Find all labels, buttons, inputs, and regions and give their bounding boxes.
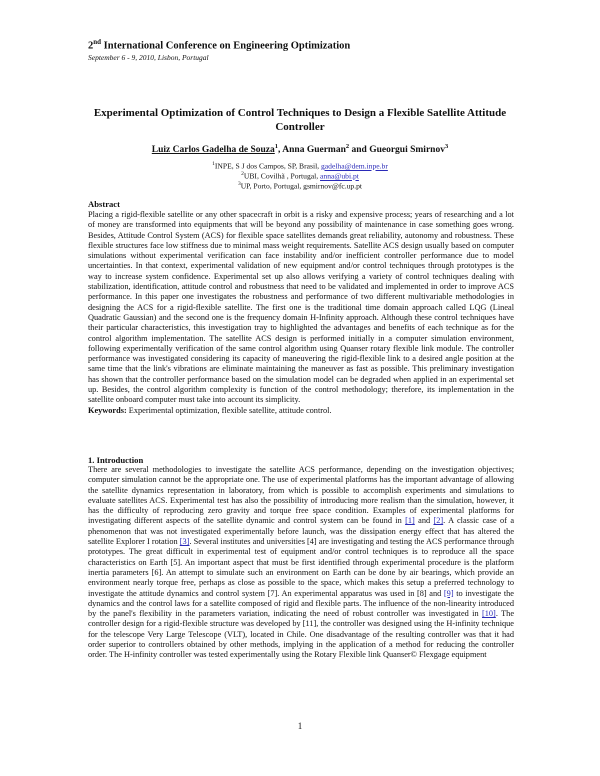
email-link[interactable]: anna@ubi.pt — [320, 171, 359, 181]
introduction-text-run: and — [414, 516, 434, 526]
page-number: 1 — [297, 721, 303, 731]
author-name: Luiz Carlos Gadelha de Souza — [151, 145, 275, 156]
abstract-text: Placing a rigid-flexible satellite or any other spacecraft in orbit is a risky and expensive process; years of researching and a lot of money are transformed into equipments that will be beyond any possibility of maintenance in case something goes wrong. Besides, Attitude Control System (ACS) for flexible space satellites demands great reliability, autonomy and robustness. These flexible structures face low stiffness due to minimal mass weight requirements. Satellite ACS design usually based on computer simulations without experimental verification can face instability and/or inefficient controller performance due to model uncertainties. In that context, experimental validation of new equipment and/or control techniques through prototypes is the way to increase system confidence. Experimental set up also allows verifying a variety of control techniques dealing with stabilization, identification, attitude control and robustness that need to be validated and implemented in order to improve ACS performance. In this paper one investigates the robustness and performance of two different multivariable methodologies in designing the ACS for a rigid-flexible satellite. The first one is the traditional time domain approach called LQG (Lineal Quadratic Gaussian) and the second one is the frequency domain H-Infinity approach. Although these control techniques have their particular characteristics, this investigation tray to highlighted the advantages and benefits of each technique as for the control algorithm implementation. The satellite ACS design is performed initially in a computer simulation environment, following experimentally verification of the same control algorithm using Quanser rotary flexible link module. The controller performance was investigated considering its capacity of maneuvering the rigid-flexible link to a desired angle position at the same time that the link's vibrations are eliminate maintaining the maneuver as fast as possible. This preliminary investigation has shown that the controller performance based on the simulation model can be degraded when applied in an experimental set up. Besides, the control algorithm complexity is function of the control methodology; therefore, its implementation in the satellite onboard computer must take into account its simplicity. — [88, 210, 514, 405]
introduction-text-run: There are several methodologies to investigate the satellite ACS performance, depending on the investigation objectives; computer simulation cannot be the appropriate one. The use of experimental platforms has the important advantage of allowing the satellite dynamics representation in laboratory, from which is possible to accomplish experiments and simulations to evaluate satellites ACS. Experimental test has also the possibility of introducing more realism than the simulation, however, it has the difficulty of reproducing zero gravity and torque free space condition. Examples of experimental platforms for investigating different aspects of the satellite dynamic and control system can be found in — [88, 465, 514, 526]
paper-title: Experimental Optimization of Control Techniques to Design a Flexible Satellite Attitude Controller — [93, 107, 507, 133]
affiliation-mark: 1 — [212, 161, 215, 167]
keywords-text: Experimental optimization, flexible satellite, attitude control. — [126, 405, 332, 415]
abstract-heading: Abstract — [88, 199, 120, 209]
affiliation-line — [84, 181, 516, 191]
affiliation-text: INPE, S J dos Campos, SP, Brasil, — [214, 161, 321, 171]
author-name: Anna Guerman — [282, 145, 346, 156]
affiliation-text: UP, Porto, Portugal, gsmirnov@fc.up.pt — [240, 181, 363, 191]
abstract-body — [88, 210, 514, 416]
introduction-text-run: . Several institutes and universities [4] are investigating and testing the ACS performance through prototypes. The great difficult in experimental test of equipment and/or control techniques is to reproduce all the space characteristics on Earth [5]. An important aspect that must be first identified through experimental procedure is the platform inertia parameters [6]. An attempt to simulate such an environment on Earth can be done by air bearings, which provide an environment nearly torque free, perhaps as close as possible to the space, which makes this setup a preferred technology to investigate the attitude dynamics and control system [7]. An experimental apparatus was used in [8] and — [88, 537, 514, 598]
keywords-line — [88, 406, 514, 416]
affiliation-text: UBI, Covilhã , Portugal, — [243, 171, 321, 181]
email-link[interactable]: gadelha@dem.inpe.br — [320, 161, 388, 171]
author-affiliation-mark: 3 — [444, 143, 449, 150]
reference-link[interactable]: [1] — [405, 516, 415, 526]
author-separator: and — [349, 145, 370, 156]
conference-title: International Conference on Engineering Optimization — [101, 40, 351, 52]
affiliation-line — [84, 161, 516, 171]
conference-dates: September 6 - 9, 2010, Lisbon, Portugal — [88, 53, 209, 62]
conference-name — [88, 38, 350, 52]
affiliation-mark: 2 — [241, 171, 244, 177]
affiliation-mark: 3 — [237, 181, 241, 187]
introduction-text — [88, 465, 514, 661]
author-separator: , — [278, 145, 283, 156]
introduction-body — [88, 465, 514, 661]
reference-link[interactable]: [2] — [433, 516, 444, 526]
reference-link[interactable]: [10] — [481, 609, 496, 619]
conference-ordinal-suffix: nd — [93, 38, 102, 46]
keywords-label: Keywords: — [88, 405, 127, 415]
author-affiliation-mark: 2 — [345, 143, 350, 150]
author-list — [84, 143, 516, 155]
affiliation-line — [84, 171, 516, 181]
author-name: Gueorgui Smirnov — [369, 145, 445, 156]
introduction-text-run: to investigate the dynamics and the control laws for a satellite composed of rigid and flexible parts. The influence of the non-linearity introduced by the panel's flexibility in the parameters variation, indicating the need of robust controller was investigated in — [88, 588, 514, 619]
introduction-text-run: . The controller design for a rigid-flexible structure was developed by [11], the controller was designed using the H-infinity technique for the telescope Very Large Telescope (VLT), located in Chile. One disadvantage of the resulting controller was that it had order superior to controllers obtained by other methods, implying in the application of a method for reducing the controller order. The H-infinity controller was tested experimentally using the Rotary Flexible link Quanser© Flexgage equipment — [88, 609, 515, 660]
reference-link[interactable]: [9] — [443, 588, 454, 598]
introduction-heading: 1. Introduction — [88, 455, 144, 465]
reference-link[interactable]: [3] — [179, 537, 190, 547]
author-affiliation-mark: 1 — [274, 143, 279, 150]
introduction-text-run: . A classic case of a phenomenon that was not investigated experimentally before launch, was the dissipation energy effect that has altered the satellite Explorer I rotation — [88, 516, 514, 547]
conference-ordinal: 2 — [88, 40, 94, 52]
